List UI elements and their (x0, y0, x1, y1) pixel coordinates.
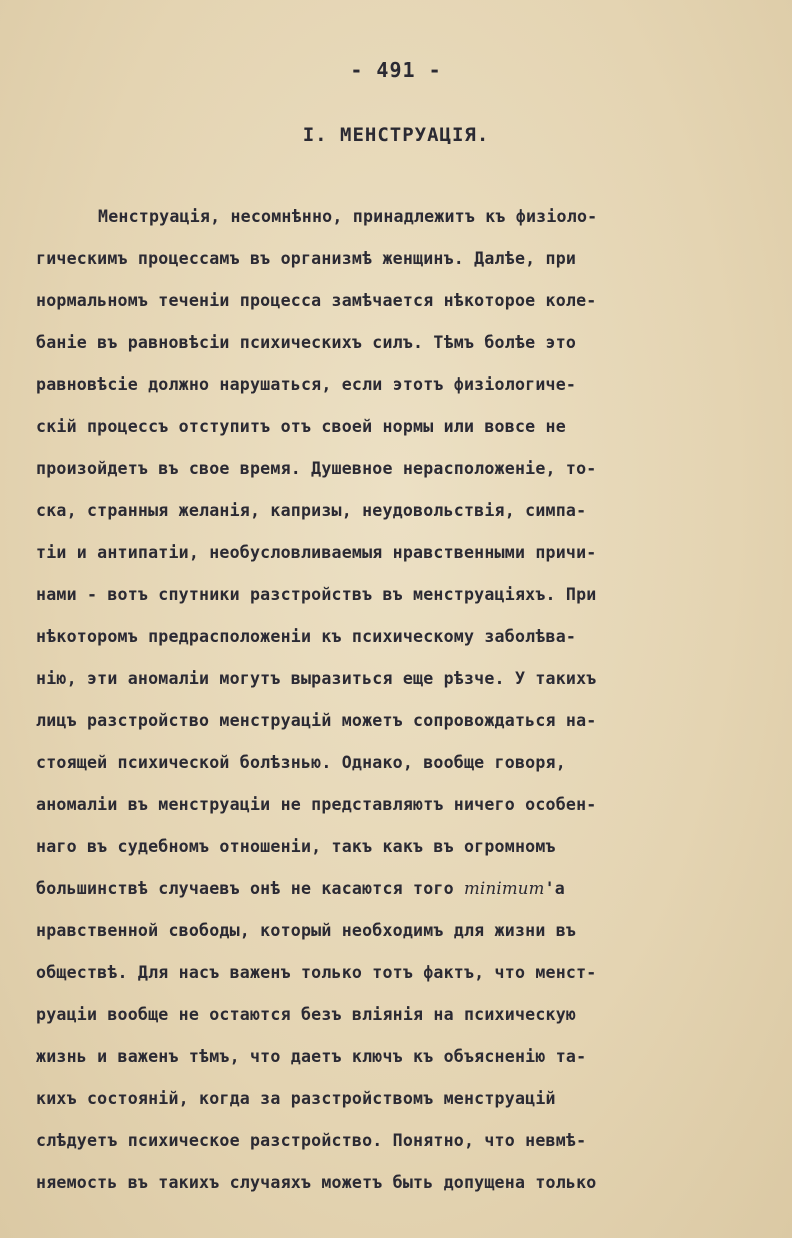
latin-word: minimum (464, 879, 545, 898)
text-segment: 'а (544, 879, 565, 898)
text-line: аномаліи въ менструаціи не представляютъ ничего особен- (36, 795, 597, 814)
text-line: кихъ состояній, когда за разстройствомъ менструацій (36, 1089, 556, 1108)
text-line: стоящей психической болѣзнью. Однако, вообще говоря, (36, 753, 566, 772)
text-line: скій процессъ отступитъ отъ своей нормы или вовсе не (36, 417, 566, 436)
text-segment: большинствѣ случаевъ онѣ не касаются того (36, 879, 464, 898)
text-line: ска, странныя желанія, капризы, неудовольствія, симпа- (36, 501, 587, 520)
section-title: I. МЕНСТРУАЦІЯ. (302, 124, 490, 146)
text-line: нормальномъ теченіи процесса замѣчается нѣкоторое коле- (36, 291, 597, 310)
page-number: - 491 - (350, 58, 442, 82)
text-line: произойдетъ въ свое время. Душевное нерасположеніе, то- (36, 459, 597, 478)
text-line: нами - вотъ спутники разстройствъ въ менструаціяхъ. При (36, 585, 597, 604)
text-line: жизнь и важенъ тѣмъ, что даетъ ключъ къ объясненію та- (36, 1047, 587, 1066)
text-line: руаціи вообще не остаются безъ вліянія на психическую (36, 1005, 577, 1024)
text-line: тіи и антипатіи, необусловливаемыя нравственными причи- (36, 543, 597, 562)
text-line (36, 876, 736, 918)
text-line: нію, эти аномаліи могутъ выразиться еще рѣзче. У такихъ (36, 669, 597, 688)
text-line: нравственной свободы, который необходимъ для жизни въ (36, 921, 577, 940)
text-line: Менструація, несомнѣнно, принадлежитъ къ физіоло- (98, 207, 598, 226)
text-line: обществѣ. Для насъ важенъ только тотъ фактъ, что менст- (36, 963, 597, 982)
text-line: нѣкоторомъ предрасположеніи къ психическому заболѣва- (36, 627, 577, 646)
body-text (36, 204, 736, 1212)
text-line: лицъ разстройство менструацій можетъ сопровождаться на- (36, 711, 597, 730)
text-line: гическимъ процессамъ въ организмѣ женщинъ. Далѣе, при (36, 249, 577, 268)
text-line: няемость въ такихъ случаяхъ можетъ быть допущена только (36, 1173, 597, 1192)
text-line: наго въ судебномъ отношеніи, такъ какъ въ огромномъ (36, 837, 556, 856)
text-line: равновѣсіе должно нарушаться, если этотъ физіологиче- (36, 375, 577, 394)
text-line: слѣдуетъ психическое разстройство. Понятно, что невмѣ- (36, 1131, 587, 1150)
text-line: баніе въ равновѣсіи психическихъ силъ. Тѣмъ болѣе это (36, 333, 577, 352)
